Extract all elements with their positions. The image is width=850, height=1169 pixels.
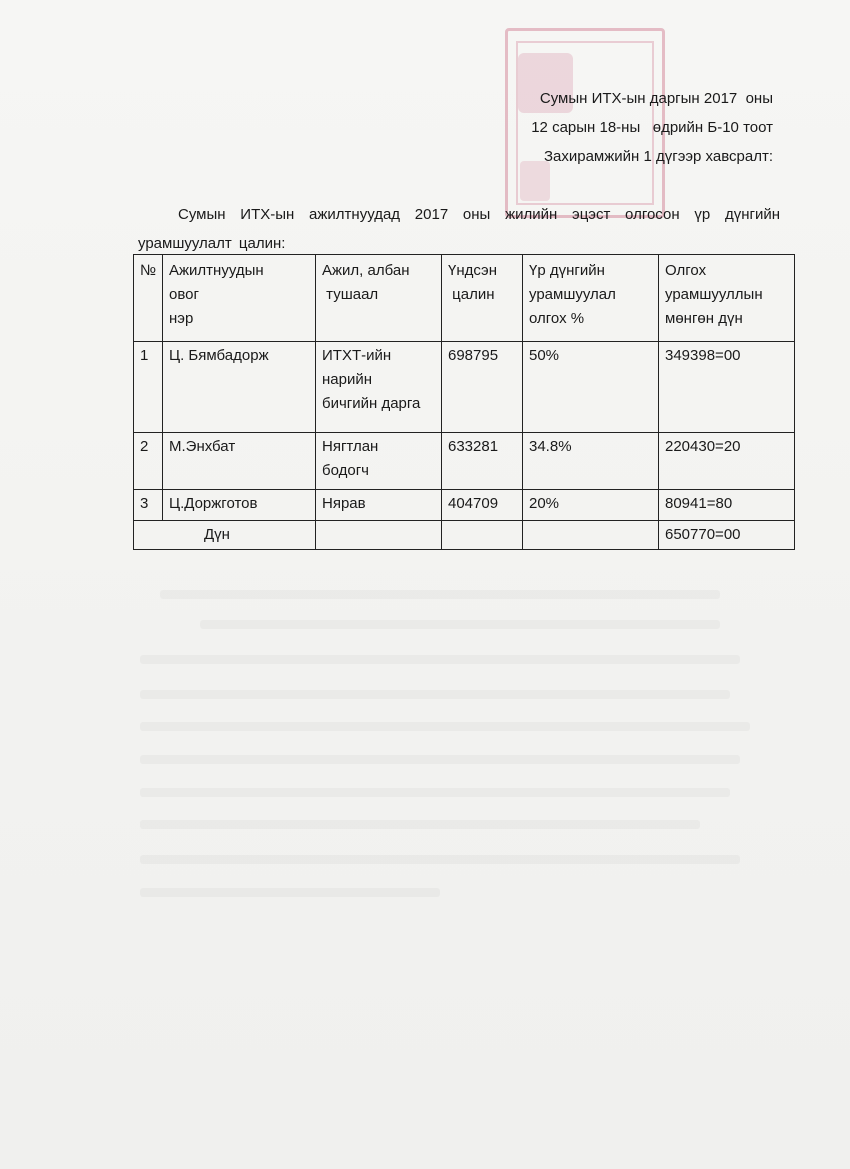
total-empty-cell <box>442 521 523 550</box>
column-header-amount <box>659 255 795 342</box>
position-line: бодогч <box>322 462 369 479</box>
cell-name: Ц. Бямбадорж <box>163 342 316 433</box>
cell-position <box>316 433 442 490</box>
header-text: нэр <box>169 310 194 327</box>
bonus-table <box>133 254 795 550</box>
cell-position <box>316 490 442 521</box>
table-header-row <box>134 255 795 342</box>
cell-percent: 20% <box>523 490 659 521</box>
bleed-through-line <box>140 722 750 731</box>
header-line-1: Сумын ИТХ-ын даргын 2017 оны <box>539 90 773 107</box>
header-text: урамшууллын <box>665 286 763 303</box>
cell-amount: 80941=80 <box>659 490 795 521</box>
attachment-header <box>531 84 773 171</box>
cell-base-salary: 698795 <box>442 342 523 433</box>
position-line: нарийн <box>322 371 373 388</box>
header-text: олгох % <box>529 310 585 327</box>
column-header-number <box>134 255 163 342</box>
header-text: Олгох <box>665 262 707 279</box>
bleed-through-line <box>140 855 740 864</box>
table-row <box>134 490 795 521</box>
position-line: ИТХТ-ийн <box>322 347 392 364</box>
column-header-base-salary <box>442 255 523 342</box>
header-line-3: Захирамжийн 1 дүгээр хавсралт: <box>543 148 773 165</box>
bleed-through-line <box>140 820 700 829</box>
position-line: бичгийн дарга <box>322 395 421 412</box>
position-line: Нярав <box>322 495 366 512</box>
total-empty-cell <box>316 521 442 550</box>
header-text: Ажилтнуудын <box>169 262 264 279</box>
header-text: Үндсэн <box>448 262 497 279</box>
cell-position <box>316 342 442 433</box>
header-text: мөнгөн дүн <box>665 310 743 327</box>
header-text: цалин <box>448 286 495 303</box>
cell-percent: 34.8% <box>523 433 659 490</box>
intro-paragraph: Сумын ИТХ-ын ажилтнуудад 2017 оны жилийн эцэст олгосон үр дүнгийн урамшуулалт цалин: <box>138 206 780 252</box>
cell-percent: 50% <box>523 342 659 433</box>
cell-base-salary: 633281 <box>442 433 523 490</box>
cell-amount: 220430=20 <box>659 433 795 490</box>
cell-number: 1 <box>134 342 163 433</box>
cell-number: 3 <box>134 490 163 521</box>
bleed-through-line <box>200 620 720 629</box>
bleed-through-line <box>160 590 720 599</box>
column-header-position <box>316 255 442 342</box>
cell-base-salary: 404709 <box>442 490 523 521</box>
header-text: Ажил, албан <box>322 262 410 279</box>
position-line: Нягтлан <box>322 438 379 455</box>
bleed-through-line <box>140 655 740 664</box>
cell-name: М.Энхбат <box>163 433 316 490</box>
table-row <box>134 342 795 433</box>
total-empty-cell <box>523 521 659 550</box>
total-amount: 650770=00 <box>659 521 795 550</box>
column-header-percent <box>523 255 659 342</box>
cell-name: Ц.Доржготов <box>163 490 316 521</box>
cell-amount: 349398=00 <box>659 342 795 433</box>
header-text: № <box>140 262 157 279</box>
bleed-through-line <box>140 888 440 897</box>
header-text: тушаал <box>322 286 379 303</box>
bleed-through-line <box>140 690 730 699</box>
total-label: Дүн <box>134 521 316 550</box>
table-row <box>134 433 795 490</box>
cell-number: 2 <box>134 433 163 490</box>
bleed-through-line <box>140 755 740 764</box>
header-line-2: 12 сарын 18-ны өдрийн Б-10 тоот <box>531 119 773 136</box>
header-text: овог <box>169 286 199 303</box>
column-header-name <box>163 255 316 342</box>
bleed-through-line <box>140 788 730 797</box>
header-text: Үр дүнгийн <box>529 262 605 279</box>
table-total-row <box>134 521 795 550</box>
header-text: урамшуулал <box>529 286 616 303</box>
